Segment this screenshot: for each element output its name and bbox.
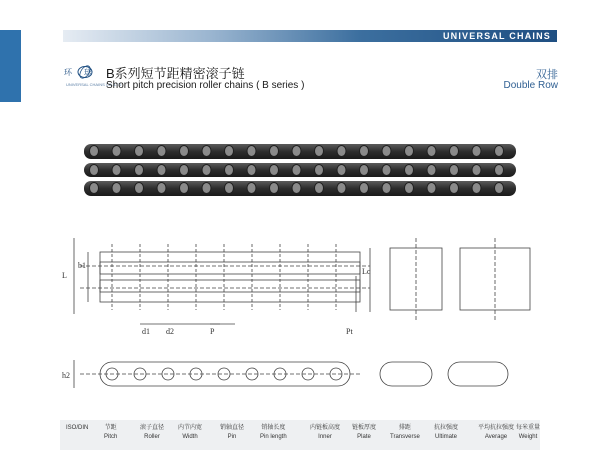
roller-shape bbox=[157, 146, 166, 157]
table-header-cell: 销轴直径 Pin bbox=[220, 425, 245, 440]
dim-label-b1: b1 bbox=[78, 261, 86, 270]
roller-shape bbox=[247, 165, 256, 176]
roller-shape bbox=[202, 165, 211, 176]
roller-shape bbox=[450, 165, 459, 176]
roller-shape bbox=[450, 146, 459, 157]
chain-photo bbox=[70, 130, 530, 210]
header-title: UNIVERSAL CHAINS bbox=[442, 31, 551, 41]
roller-shape bbox=[180, 183, 189, 194]
roller-shape bbox=[315, 146, 324, 157]
roller-shape bbox=[360, 146, 369, 157]
dim-label-lc: Lc bbox=[362, 267, 371, 276]
roller-shape bbox=[157, 165, 166, 176]
roller-shape bbox=[472, 183, 481, 194]
roller-shape bbox=[382, 183, 391, 194]
table-header-cell: 链板厚度 Plate bbox=[352, 425, 377, 440]
roller-shape bbox=[225, 146, 234, 157]
roller-shape bbox=[90, 183, 99, 194]
roller-shape bbox=[337, 165, 346, 176]
technical-drawing bbox=[60, 228, 550, 398]
roller-shape bbox=[270, 183, 279, 194]
roller-shape bbox=[382, 165, 391, 176]
table-header-cell: 每米重量 Weight bbox=[516, 425, 541, 440]
dim-label-h2: h2 bbox=[62, 371, 70, 380]
roller-shape bbox=[180, 146, 189, 157]
roller-shape bbox=[270, 165, 279, 176]
roller-shape bbox=[315, 165, 324, 176]
roller-shape bbox=[315, 183, 324, 194]
page-title-cn: B系列短节距精密滚子链 bbox=[106, 66, 245, 81]
side-tab bbox=[0, 30, 21, 102]
roller-shape bbox=[157, 183, 166, 194]
roller-shape bbox=[135, 165, 144, 176]
roller-shape bbox=[135, 146, 144, 157]
roller-shape bbox=[247, 146, 256, 157]
roller-shape bbox=[495, 183, 504, 194]
roller-shape bbox=[382, 146, 391, 157]
table-header-cell: 销轴长度 Pin length bbox=[260, 425, 287, 440]
roller-shape bbox=[225, 183, 234, 194]
logo bbox=[64, 60, 122, 92]
dim-label-p: P bbox=[210, 327, 215, 336]
roller-shape bbox=[247, 183, 256, 194]
logo-chars: 环球 bbox=[64, 68, 104, 77]
roller-shape bbox=[202, 146, 211, 157]
roller-shape bbox=[337, 183, 346, 194]
table-header-cell: ISO/DIN bbox=[66, 425, 89, 431]
roller-shape bbox=[427, 165, 436, 176]
roller-shape bbox=[405, 146, 414, 157]
roller-shape bbox=[472, 146, 481, 157]
dim-label-pt: Pt bbox=[346, 327, 353, 336]
roller-shape bbox=[270, 146, 279, 157]
row-type-cn: 双排 bbox=[536, 69, 558, 81]
roller-shape bbox=[292, 146, 301, 157]
roller-shape bbox=[112, 183, 121, 194]
table-header-cell: 内节内宽 Width bbox=[178, 425, 203, 440]
roller-shape bbox=[337, 146, 346, 157]
table-header-cell: 滚子直径 Roller bbox=[140, 425, 165, 440]
roller-shape bbox=[427, 183, 436, 194]
table-header-cell: 内链板高度 Inner bbox=[310, 425, 341, 440]
roller-shape bbox=[112, 146, 121, 157]
roller-shape bbox=[292, 165, 301, 176]
roller-shape bbox=[180, 165, 189, 176]
page-title-en: Short pitch precision roller chains ( B series ) bbox=[106, 80, 305, 91]
roller-shape bbox=[135, 183, 144, 194]
dim-label-l: L bbox=[62, 271, 67, 280]
header-bar bbox=[63, 30, 557, 42]
roller-shape bbox=[112, 165, 121, 176]
roller-shape bbox=[450, 183, 459, 194]
roller-shape bbox=[90, 146, 99, 157]
roller-shape bbox=[472, 165, 481, 176]
roller-shape bbox=[427, 146, 436, 157]
dim-label-d2: d2 bbox=[166, 327, 174, 336]
logo-tagline: UNIVERSAL CHAINS CO.,LTD bbox=[66, 82, 122, 87]
row-type-en: Double Row bbox=[503, 80, 558, 91]
roller-shape bbox=[360, 165, 369, 176]
spec-table-header bbox=[60, 420, 540, 450]
roller-shape bbox=[495, 165, 504, 176]
table-header-cell: 抗拉强度 Ultimate bbox=[434, 425, 459, 440]
roller-shape bbox=[495, 146, 504, 157]
table-header-cell: 节距 Pitch bbox=[104, 425, 118, 440]
roller-shape bbox=[225, 165, 234, 176]
dim-label-d1: d1 bbox=[142, 327, 150, 336]
roller-shape bbox=[90, 165, 99, 176]
roller-shape bbox=[292, 183, 301, 194]
roller-shape bbox=[405, 183, 414, 194]
table-header-cell: 平均抗拉强度 Average bbox=[478, 425, 515, 440]
roller-shape bbox=[202, 183, 211, 194]
table-header-cell: 排距 Transverse bbox=[390, 425, 420, 440]
roller-shape bbox=[360, 183, 369, 194]
roller-shape bbox=[405, 165, 414, 176]
